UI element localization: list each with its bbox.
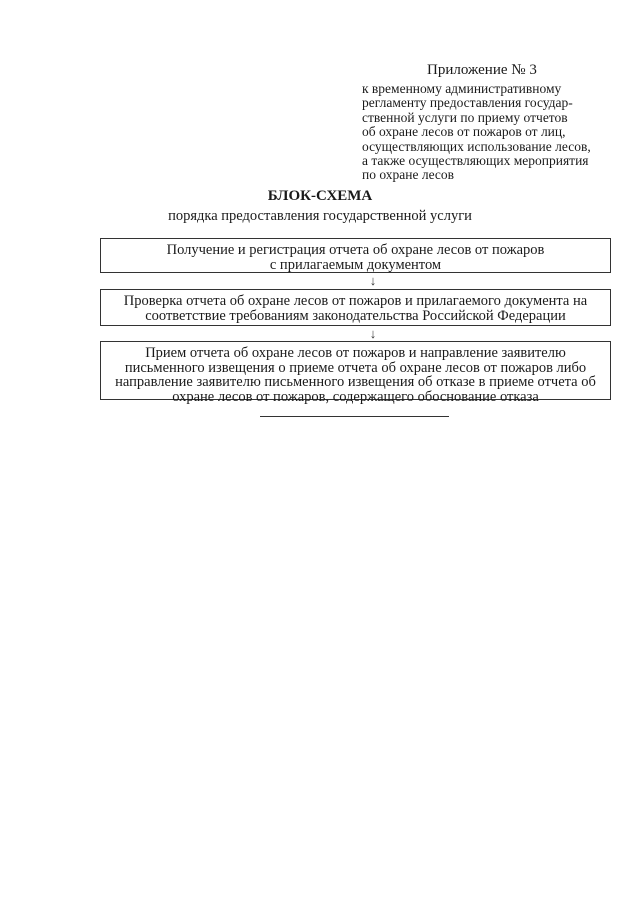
appendix-line: ственной услуги по приему отчетов — [362, 109, 568, 125]
appendix-description — [362, 82, 612, 183]
appendix-line: регламенту предоставления государ- — [362, 95, 573, 111]
flow-step-line: Проверка отчета об охране лесов от пожаров и прилагаемого документа на — [123, 293, 588, 309]
down-arrow-icon: ↓ — [369, 326, 377, 341]
flow-step-line: соответствие требованиям законодательства Российской Федерации — [145, 307, 566, 324]
appendix-title: Приложение № 3 — [427, 62, 537, 78]
flow-step-line: письменного извещения о приеме отчета об охране лесов от пожаров либо — [124, 359, 587, 376]
flow-step-decision — [100, 341, 611, 405]
appendix-line: осуществляющих использование лесов, — [362, 138, 591, 154]
appendix-line: об охране лесов от пожаров от лиц, — [362, 124, 566, 140]
flow-step-line: направление заявителю письменного извещения об отказе в приеме отчета об — [115, 374, 596, 391]
appendix-line: к временному административному — [362, 81, 562, 96]
appendix-line: по охране лесов — [362, 167, 455, 183]
end-divider — [260, 416, 449, 417]
down-arrow-icon: ↓ — [369, 273, 377, 288]
document-heading: БЛОК-СХЕМА — [267, 188, 373, 204]
flow-step-verification — [100, 289, 611, 326]
flow-step-line: с прилагаемым документом — [269, 256, 442, 273]
flow-step-line: охране лесов от пожаров, содержащего обоснование отказа — [172, 388, 539, 405]
flow-step-line: Прием отчета об охране лесов от пожаров и направление заявителю — [145, 345, 566, 361]
document-subheading: порядка предоставления государственной услуги — [168, 208, 472, 224]
appendix-line: а также осуществляющих мероприятия — [362, 153, 589, 169]
flow-step-line: Получение и регистрация отчета об охране лесов от пожаров — [166, 242, 545, 258]
flow-step-registration — [100, 238, 611, 273]
